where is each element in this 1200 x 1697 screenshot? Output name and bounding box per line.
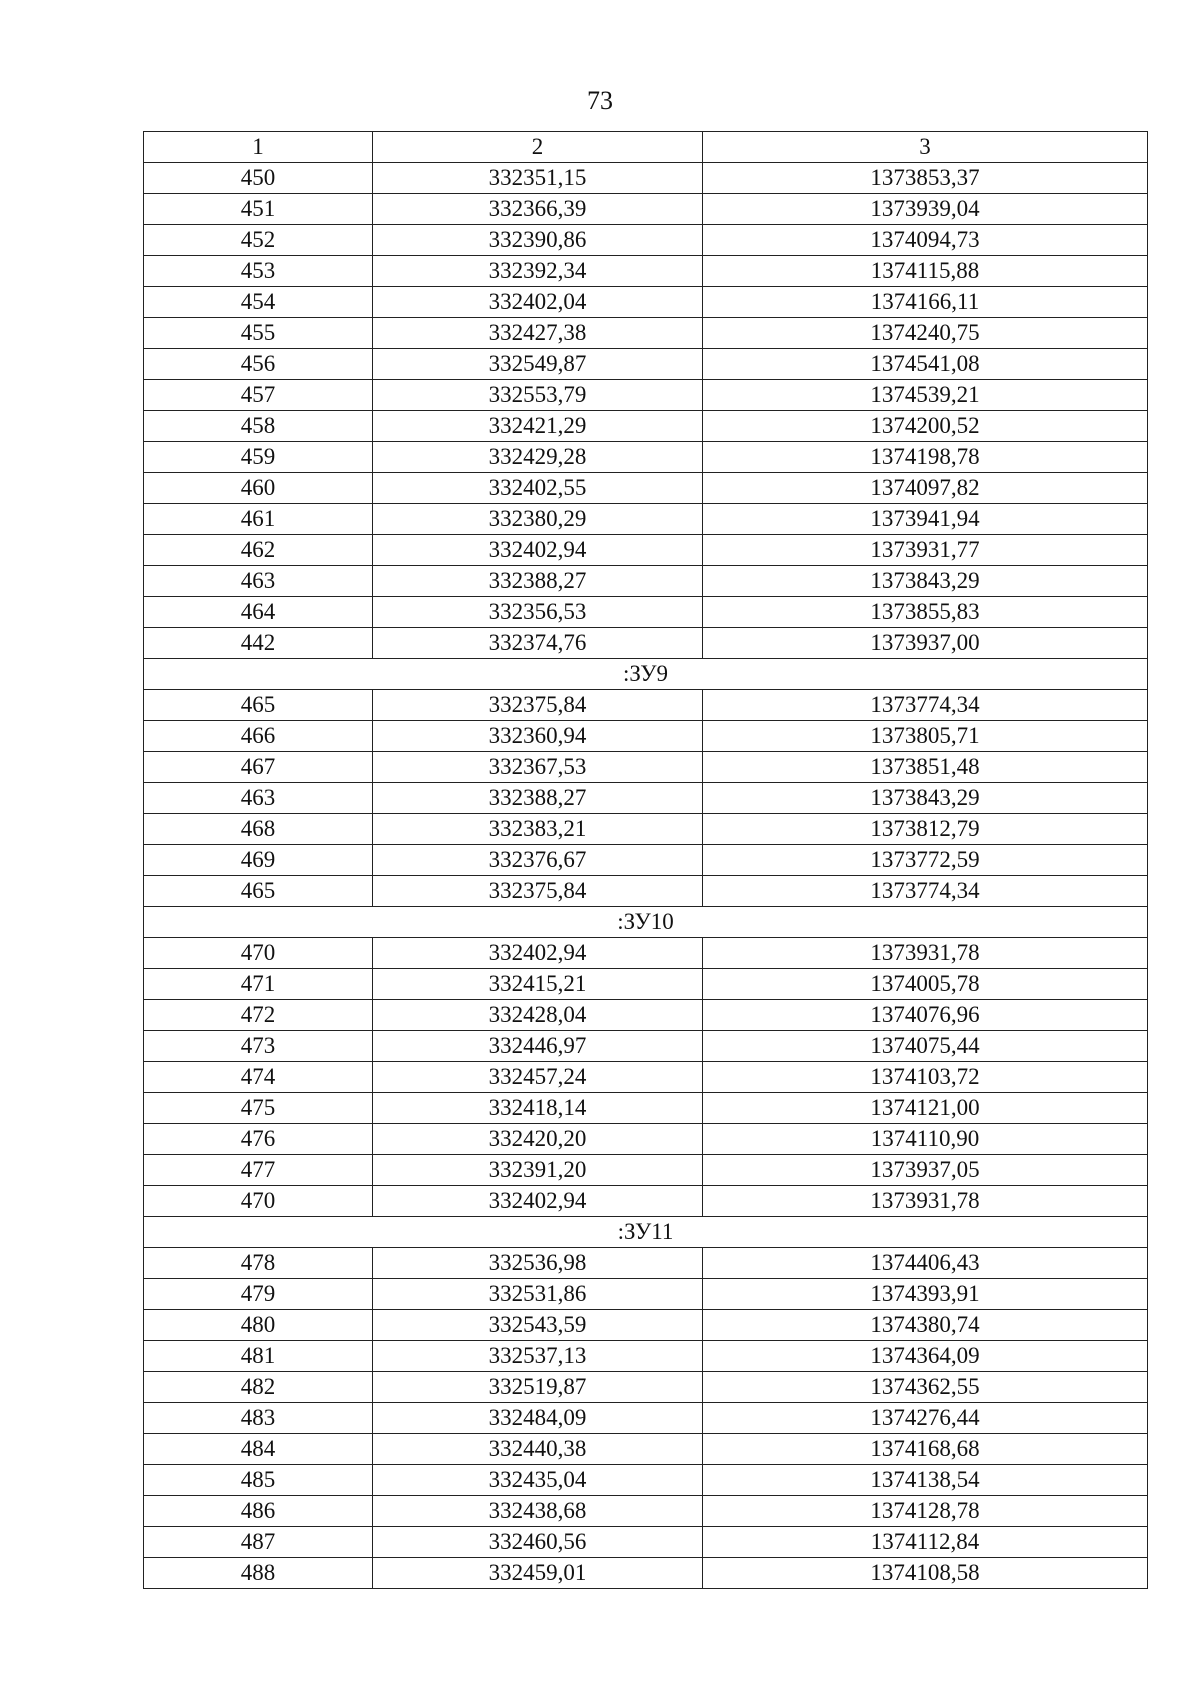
point-number-cell: 484 <box>144 1434 373 1465</box>
y-coordinate-cell: 1373931,78 <box>703 938 1148 969</box>
y-coordinate-cell: 1373774,34 <box>703 690 1148 721</box>
y-coordinate-cell: 1374168,68 <box>703 1434 1148 1465</box>
table-row <box>144 473 1148 504</box>
table-row <box>144 845 1148 876</box>
table-row <box>144 938 1148 969</box>
x-coordinate-cell: 332402,94 <box>373 535 703 566</box>
section-row <box>144 1217 1148 1248</box>
point-number-cell: 471 <box>144 969 373 1000</box>
x-coordinate-cell: 332415,21 <box>373 969 703 1000</box>
table-row <box>144 287 1148 318</box>
y-coordinate-cell: 1373855,83 <box>703 597 1148 628</box>
point-number-cell: 481 <box>144 1341 373 1372</box>
table-row <box>144 1372 1148 1403</box>
y-coordinate-cell: 1374115,88 <box>703 256 1148 287</box>
y-coordinate-cell: 1373843,29 <box>703 783 1148 814</box>
y-coordinate-cell: 1374240,75 <box>703 318 1148 349</box>
y-coordinate-cell: 1374076,96 <box>703 1000 1148 1031</box>
table-row <box>144 783 1148 814</box>
point-number-cell: 453 <box>144 256 373 287</box>
coordinates-table <box>143 131 1148 1589</box>
point-number-cell: 482 <box>144 1372 373 1403</box>
header-cell-x: 2 <box>373 132 703 163</box>
table-row <box>144 194 1148 225</box>
x-coordinate-cell: 332519,87 <box>373 1372 703 1403</box>
point-number-cell: 459 <box>144 442 373 473</box>
table-row <box>144 752 1148 783</box>
y-coordinate-cell: 1374200,52 <box>703 411 1148 442</box>
point-number-cell: 460 <box>144 473 373 504</box>
table-row <box>144 380 1148 411</box>
y-coordinate-cell: 1374393,91 <box>703 1279 1148 1310</box>
header-cell-point-number: 1 <box>144 132 373 163</box>
point-number-cell: 461 <box>144 504 373 535</box>
x-coordinate-cell: 332402,55 <box>373 473 703 504</box>
point-number-cell: 468 <box>144 814 373 845</box>
point-number-cell: 457 <box>144 380 373 411</box>
x-coordinate-cell: 332440,38 <box>373 1434 703 1465</box>
x-coordinate-cell: 332375,84 <box>373 876 703 907</box>
table-row <box>144 1000 1148 1031</box>
point-number-cell: 470 <box>144 1186 373 1217</box>
table-row <box>144 504 1148 535</box>
table-row <box>144 1279 1148 1310</box>
y-coordinate-cell: 1374075,44 <box>703 1031 1148 1062</box>
x-coordinate-cell: 332375,84 <box>373 690 703 721</box>
table-row <box>144 535 1148 566</box>
x-coordinate-cell: 332374,76 <box>373 628 703 659</box>
y-coordinate-cell: 1374112,84 <box>703 1527 1148 1558</box>
point-number-cell: 463 <box>144 783 373 814</box>
table-row <box>144 628 1148 659</box>
y-coordinate-cell: 1373812,79 <box>703 814 1148 845</box>
point-number-cell: 479 <box>144 1279 373 1310</box>
page-number: 73 <box>587 86 613 115</box>
table-row <box>144 256 1148 287</box>
table-row <box>144 1527 1148 1558</box>
y-coordinate-cell: 1374138,54 <box>703 1465 1148 1496</box>
header-cell-y: 3 <box>703 132 1148 163</box>
point-number-cell: 488 <box>144 1558 373 1589</box>
y-coordinate-cell: 1374380,74 <box>703 1310 1148 1341</box>
table-row <box>144 1248 1148 1279</box>
point-number-cell: 454 <box>144 287 373 318</box>
section-label: :ЗУ10 <box>144 907 1148 938</box>
x-coordinate-cell: 332446,97 <box>373 1031 703 1062</box>
table-row <box>144 1496 1148 1527</box>
table-header-row <box>144 132 1148 163</box>
x-coordinate-cell: 332457,24 <box>373 1062 703 1093</box>
y-coordinate-cell: 1373853,37 <box>703 163 1148 194</box>
y-coordinate-cell: 1374094,73 <box>703 225 1148 256</box>
y-coordinate-cell: 1373937,05 <box>703 1155 1148 1186</box>
x-coordinate-cell: 332402,04 <box>373 287 703 318</box>
point-number-cell: 476 <box>144 1124 373 1155</box>
y-coordinate-cell: 1373931,78 <box>703 1186 1148 1217</box>
x-coordinate-cell: 332421,29 <box>373 411 703 442</box>
section-label: :ЗУ9 <box>144 659 1148 690</box>
section-label: :ЗУ11 <box>144 1217 1148 1248</box>
table-row <box>144 814 1148 845</box>
point-number-cell: 451 <box>144 194 373 225</box>
x-coordinate-cell: 332484,09 <box>373 1403 703 1434</box>
table-row <box>144 318 1148 349</box>
table-row <box>144 690 1148 721</box>
x-coordinate-cell: 332536,98 <box>373 1248 703 1279</box>
table-row <box>144 597 1148 628</box>
y-coordinate-cell: 1374121,00 <box>703 1093 1148 1124</box>
x-coordinate-cell: 332459,01 <box>373 1558 703 1589</box>
table-row <box>144 876 1148 907</box>
point-number-cell: 477 <box>144 1155 373 1186</box>
table-row <box>144 1031 1148 1062</box>
x-coordinate-cell: 332438,68 <box>373 1496 703 1527</box>
point-number-cell: 465 <box>144 690 373 721</box>
x-coordinate-cell: 332388,27 <box>373 566 703 597</box>
x-coordinate-cell: 332429,28 <box>373 442 703 473</box>
y-coordinate-cell: 1374110,90 <box>703 1124 1148 1155</box>
table-row <box>144 1434 1148 1465</box>
point-number-cell: 463 <box>144 566 373 597</box>
point-number-cell: 455 <box>144 318 373 349</box>
point-number-cell: 485 <box>144 1465 373 1496</box>
x-coordinate-cell: 332383,21 <box>373 814 703 845</box>
y-coordinate-cell: 1373941,94 <box>703 504 1148 535</box>
x-coordinate-cell: 332549,87 <box>373 349 703 380</box>
x-coordinate-cell: 332553,79 <box>373 380 703 411</box>
y-coordinate-cell: 1374103,72 <box>703 1062 1148 1093</box>
y-coordinate-cell: 1374097,82 <box>703 473 1148 504</box>
point-number-cell: 465 <box>144 876 373 907</box>
x-coordinate-cell: 332388,27 <box>373 783 703 814</box>
point-number-cell: 470 <box>144 938 373 969</box>
y-coordinate-cell: 1373851,48 <box>703 752 1148 783</box>
y-coordinate-cell: 1374364,09 <box>703 1341 1148 1372</box>
point-number-cell: 483 <box>144 1403 373 1434</box>
x-coordinate-cell: 332537,13 <box>373 1341 703 1372</box>
x-coordinate-cell: 332402,94 <box>373 1186 703 1217</box>
table-row <box>144 1155 1148 1186</box>
table-row <box>144 1310 1148 1341</box>
y-coordinate-cell: 1374005,78 <box>703 969 1148 1000</box>
y-coordinate-cell: 1374276,44 <box>703 1403 1148 1434</box>
point-number-cell: 475 <box>144 1093 373 1124</box>
point-number-cell: 469 <box>144 845 373 876</box>
point-number-cell: 473 <box>144 1031 373 1062</box>
x-coordinate-cell: 332543,59 <box>373 1310 703 1341</box>
x-coordinate-cell: 332380,29 <box>373 504 703 535</box>
table-row <box>144 1465 1148 1496</box>
y-coordinate-cell: 1373772,59 <box>703 845 1148 876</box>
y-coordinate-cell: 1374406,43 <box>703 1248 1148 1279</box>
x-coordinate-cell: 332390,86 <box>373 225 703 256</box>
x-coordinate-cell: 332391,20 <box>373 1155 703 1186</box>
point-number-cell: 458 <box>144 411 373 442</box>
point-number-cell: 486 <box>144 1496 373 1527</box>
y-coordinate-cell: 1373805,71 <box>703 721 1148 752</box>
x-coordinate-cell: 332376,67 <box>373 845 703 876</box>
y-coordinate-cell: 1374198,78 <box>703 442 1148 473</box>
x-coordinate-cell: 332531,86 <box>373 1279 703 1310</box>
table-row <box>144 721 1148 752</box>
table-row <box>144 411 1148 442</box>
table-row <box>144 442 1148 473</box>
point-number-cell: 487 <box>144 1527 373 1558</box>
x-coordinate-cell: 332356,53 <box>373 597 703 628</box>
x-coordinate-cell: 332428,04 <box>373 1000 703 1031</box>
table-row <box>144 349 1148 380</box>
table-row <box>144 1062 1148 1093</box>
x-coordinate-cell: 332351,15 <box>373 163 703 194</box>
point-number-cell: 478 <box>144 1248 373 1279</box>
table-row <box>144 163 1148 194</box>
x-coordinate-cell: 332402,94 <box>373 938 703 969</box>
point-number-cell: 464 <box>144 597 373 628</box>
point-number-cell: 467 <box>144 752 373 783</box>
section-row <box>144 659 1148 690</box>
table-row <box>144 1093 1148 1124</box>
x-coordinate-cell: 332366,39 <box>373 194 703 225</box>
x-coordinate-cell: 332420,20 <box>373 1124 703 1155</box>
coordinates-table-body <box>144 132 1148 1589</box>
table-row <box>144 1186 1148 1217</box>
point-number-cell: 452 <box>144 225 373 256</box>
x-coordinate-cell: 332418,14 <box>373 1093 703 1124</box>
x-coordinate-cell: 332392,34 <box>373 256 703 287</box>
section-row <box>144 907 1148 938</box>
y-coordinate-cell: 1374128,78 <box>703 1496 1148 1527</box>
y-coordinate-cell: 1373843,29 <box>703 566 1148 597</box>
y-coordinate-cell: 1373931,77 <box>703 535 1148 566</box>
point-number-cell: 450 <box>144 163 373 194</box>
table-row <box>144 1558 1148 1589</box>
table-row <box>144 225 1148 256</box>
x-coordinate-cell: 332367,53 <box>373 752 703 783</box>
y-coordinate-cell: 1373937,00 <box>703 628 1148 659</box>
table-row <box>144 1403 1148 1434</box>
x-coordinate-cell: 332360,94 <box>373 721 703 752</box>
y-coordinate-cell: 1374541,08 <box>703 349 1148 380</box>
point-number-cell: 462 <box>144 535 373 566</box>
point-number-cell: 456 <box>144 349 373 380</box>
x-coordinate-cell: 332460,56 <box>373 1527 703 1558</box>
point-number-cell: 474 <box>144 1062 373 1093</box>
table-row <box>144 1124 1148 1155</box>
point-number-cell: 466 <box>144 721 373 752</box>
x-coordinate-cell: 332427,38 <box>373 318 703 349</box>
y-coordinate-cell: 1374108,58 <box>703 1558 1148 1589</box>
x-coordinate-cell: 332435,04 <box>373 1465 703 1496</box>
point-number-cell: 480 <box>144 1310 373 1341</box>
table-row <box>144 566 1148 597</box>
y-coordinate-cell: 1374539,21 <box>703 380 1148 411</box>
table-row <box>144 1341 1148 1372</box>
y-coordinate-cell: 1374362,55 <box>703 1372 1148 1403</box>
y-coordinate-cell: 1373939,04 <box>703 194 1148 225</box>
y-coordinate-cell: 1373774,34 <box>703 876 1148 907</box>
table-row <box>144 969 1148 1000</box>
y-coordinate-cell: 1374166,11 <box>703 287 1148 318</box>
point-number-cell: 442 <box>144 628 373 659</box>
point-number-cell: 472 <box>144 1000 373 1031</box>
